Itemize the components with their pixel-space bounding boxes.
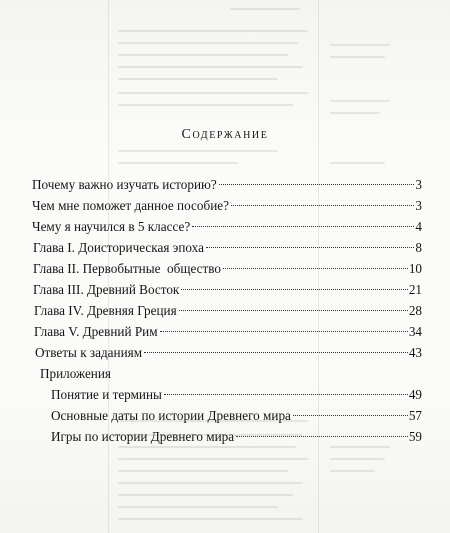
toc-entry[interactable]	[32, 279, 422, 300]
dot-leader	[293, 415, 408, 416]
toc-entry-page: 8	[415, 240, 422, 255]
toc-entry-title: Ответы к заданиям	[35, 345, 143, 360]
dot-leader	[164, 394, 408, 395]
toc-entry-page: 28	[408, 303, 422, 318]
toc-entry-title: Чему я научился в 5 классе?	[32, 219, 191, 234]
appendix-entry-title: Основные даты по истории Древнего мира	[51, 408, 291, 423]
toc-entry[interactable]	[32, 258, 422, 279]
dot-leader	[206, 247, 414, 248]
toc-entry-title: Почему важно изучать историю?	[32, 177, 217, 192]
dot-leader	[181, 289, 407, 290]
dot-leader	[219, 184, 415, 185]
dot-leader	[223, 268, 408, 269]
contents-title: Содержание	[181, 127, 269, 142]
appendix-entry-title: Игры по истории Древнего мира	[51, 429, 235, 444]
table-of-contents	[32, 174, 422, 447]
appendix-entry-page: 57	[408, 408, 422, 423]
toc-entry[interactable]	[32, 216, 422, 237]
toc-entry-title: Глава IV. Древняя Греция	[34, 303, 177, 318]
toc-entry-page: 34	[408, 324, 422, 339]
toc-entry[interactable]	[32, 342, 422, 363]
toc-entry-title: Глава I. Доисторическая эпоха	[33, 240, 204, 255]
toc-entry-title: Чем мне поможет данное пособие?	[32, 198, 229, 213]
dot-leader	[231, 205, 414, 206]
dot-leader	[192, 226, 414, 227]
toc-entry-page: 3	[415, 177, 422, 192]
toc-entry-title: Глава III. Древний Восток	[33, 282, 180, 297]
dot-leader	[236, 436, 408, 437]
dot-leader	[179, 310, 408, 311]
toc-entry[interactable]	[32, 195, 422, 216]
toc-entry-page: 43	[408, 345, 422, 360]
appendix-heading	[32, 363, 422, 384]
appendix-entry-page: 49	[408, 387, 422, 402]
appendix-entry[interactable]	[32, 405, 422, 426]
toc-entry-page: 21	[408, 282, 422, 297]
dot-leader	[160, 331, 408, 332]
dot-leader	[144, 352, 408, 353]
toc-entry-title: Глава II. Первобытные общество	[33, 261, 222, 276]
appendix-heading-label: Приложения	[40, 366, 111, 381]
toc-entry[interactable]	[32, 174, 422, 195]
toc-entry-page: 10	[408, 261, 422, 276]
toc-entry[interactable]	[32, 300, 422, 321]
toc-entry-page: 4	[415, 219, 422, 234]
toc-entry[interactable]	[32, 321, 422, 342]
toc-entry-title: Глава V. Древний Рим	[34, 324, 158, 339]
toc-entry[interactable]	[32, 237, 422, 258]
appendix-entry[interactable]	[32, 384, 422, 405]
appendix-entry-page: 59	[408, 429, 422, 444]
appendix-entry[interactable]	[32, 426, 422, 447]
toc-entry-page: 3	[415, 198, 422, 213]
appendix-entry-title: Понятие и термины	[51, 387, 162, 402]
